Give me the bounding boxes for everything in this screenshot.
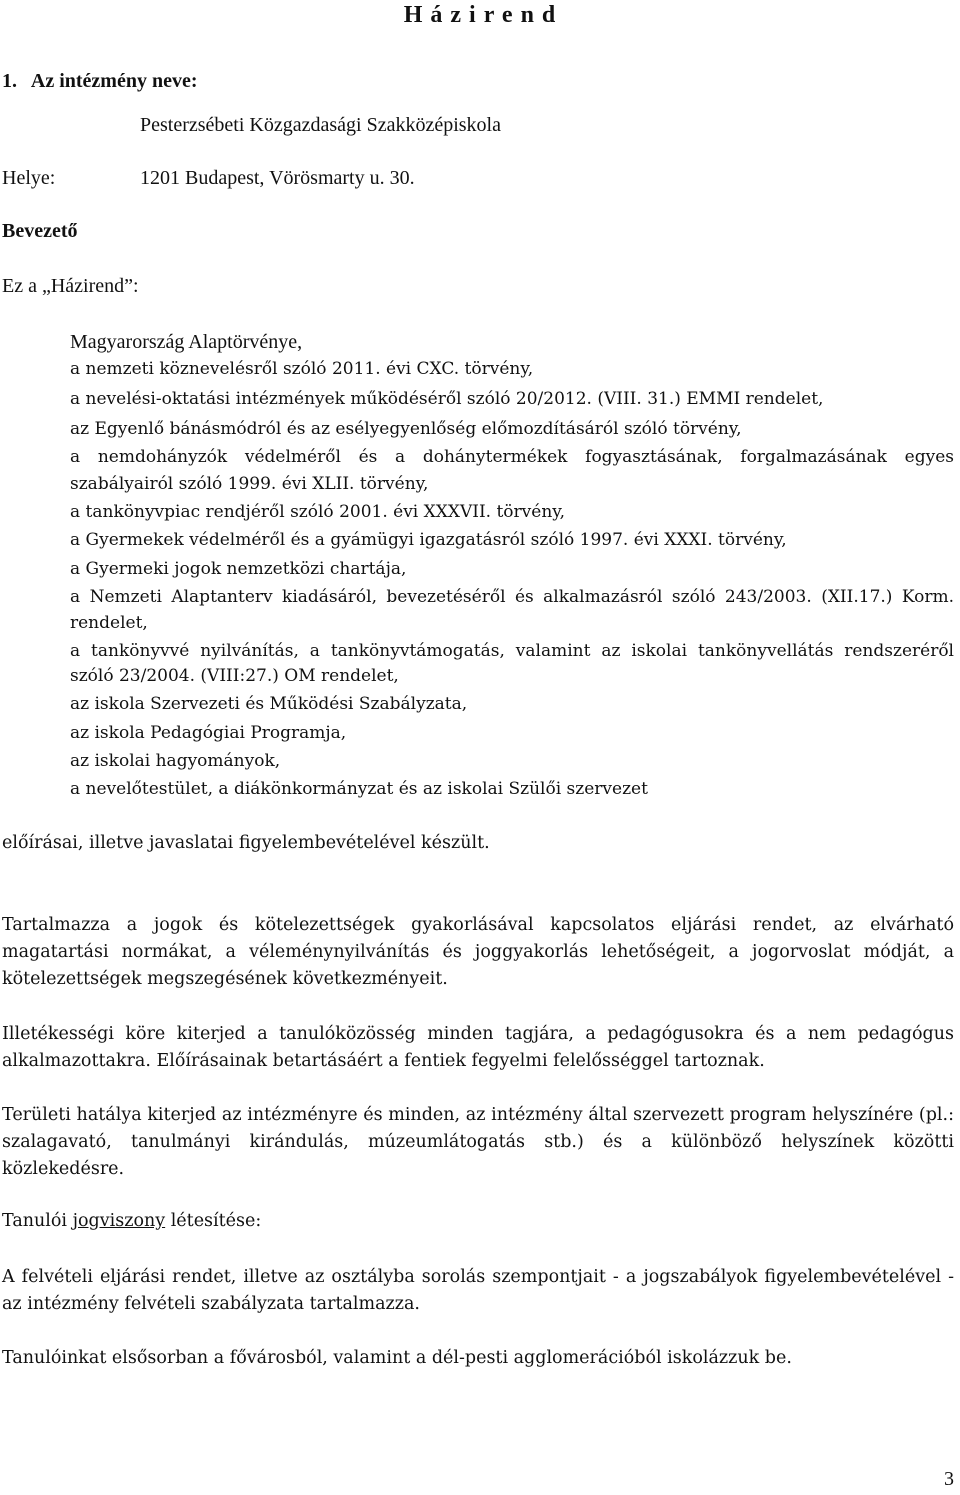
paragraph-jurisdiction: Illetékességi köre kiterjed a tanulóközösség minden tagjára, a pedagógusokra és a nem pedagógus alkalmazottakra. Előírásainak betartásáért a fentiek fegyelmi felelősséggel tartoznak. [2,1024,954,1071]
legal-source-item: a nevelőtestület, a diákönkormányzat és az iskolai Szülői szervezet [70,779,648,799]
institution-name: Pesterzsébeti Közgazdasági Szakközépiskola [140,114,501,136]
legal-source-item: Magyarország Alaptörvénye, [70,331,303,353]
legal-source-item: a nemdohányzók védelméről és a dohánytermékek fogyasztásának, forgalmazásának egyes [70,447,954,467]
legal-source-item: szabályairól szóló 1999. évi XLII. törvény, [70,474,429,494]
enrollment-heading-prefix: Tanulói [2,1211,73,1231]
intro-conclusion: előírásai, illetve javaslatai figyelembevételével készült. [2,833,490,853]
enrollment-heading [2,1211,261,1231]
location-label: Helye: [2,167,56,189]
intro-heading: Bevezető [2,220,78,242]
legal-source-item: a nevelési-oktatási intézmények működéséről szóló 20/2012. (VIII. 31.) EMMI rendelet, [70,389,824,409]
legal-source-item: a nemzeti köznevelésről szóló 2011. évi CXC. törvény, [70,359,534,379]
paragraph-territorial-scope: Területi hatálya kiterjed az intézményre és minden, az intézmény által szervezett program helyszínére (pl.: szalagavató, tanulmányi kirándulás, múzeumlátogatás stb.) és a különböző helyszínek közötti közlekedésre. [2,1105,954,1179]
paragraph-recruitment: Tanulóinkat elsősorban a fővárosból, valamint a dél-pesti agglomerációból iskolázzuk be. [2,1348,792,1368]
enrollment-heading-suffix: létesítése: [165,1211,262,1231]
legal-source-item: az iskola Pedagógiai Programja, [70,723,347,743]
paragraph-admission: A felvételi eljárási rendet, illetve az osztályba sorolás szempontjait - a jogszabályok figyelembevételével - az intézmény felvételi szabályzata tartalmazza. [2,1267,954,1314]
legal-source-item: rendelet, [70,613,148,633]
legal-source-item: a Nemzeti Alaptanterv kiadásáról, bevezetéséről és alkalmazásról szóló 243/2003. (XII.17.) Korm. [70,587,954,607]
legal-source-item: a tankönyvpiac rendjéről szóló 2001. évi XXXVII. törvény, [70,502,566,522]
legal-source-item: a tankönyvvé nyilvánítás, a tankönyvtámogatás, valamint az iskolai tankönyvellátás rendszeréről [70,641,954,661]
legal-source-item: az iskolai hagyományok, [70,751,281,771]
legal-source-item: az Egyenlő bánásmódról és az esélyegyenlőség előmozdításáról szóló törvény, [70,419,742,439]
legal-source-item: szóló 23/2004. (VIII:27.) OM rendelet, [70,666,399,686]
intro-lead: Ez a „Házirend”: [2,275,139,297]
paragraph-scope: Tartalmazza a jogok és kötelezettségek gyakorlásával kapcsolatos eljárási rendet, az elvárható magatartási normákat, a véleménynyilvánítás és joggyakorlás lehetőségeit, a jogorvoslat módját, a kötelezettségek megszegésének következményeit. [2,915,954,989]
legal-source-item: a Gyermekek védelméről és a gyámügyi igazgatásról szóló 1997. évi XXXI. törvény, [70,530,787,550]
section-heading-institution: 1. Az intézmény neve: [2,70,198,92]
enrollment-heading-underlined: jogviszony [72,1211,166,1231]
legal-source-item: a Gyermeki jogok nemzetközi chartája, [70,559,407,579]
legal-source-item: az iskola Szervezeti és Működési Szabályzata, [70,694,468,714]
document-title: H á z i r e n d [403,2,557,28]
location-value: 1201 Budapest, Vörösmarty u. 30. [140,167,415,189]
page-number: 3 [944,1468,954,1490]
